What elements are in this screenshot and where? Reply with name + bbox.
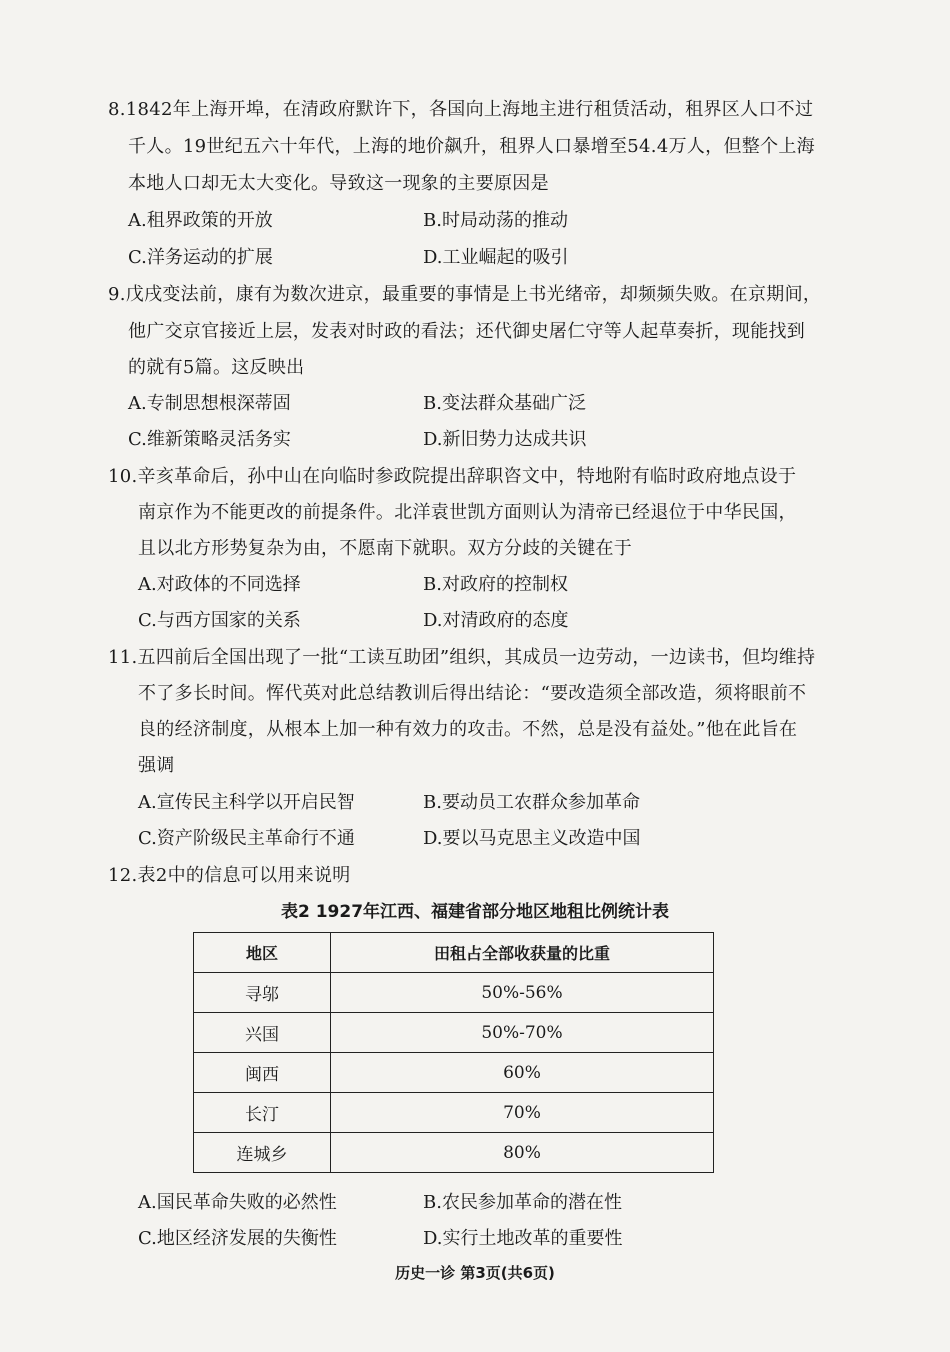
q8-option-b: B.时局动荡的推动 [423,210,568,231]
q8-option-d: D.工业崛起的吸引 [423,247,569,268]
q11-stem-line1: 11.五四前后全国出现了一批“工读互助团”组织，其成员一边劳动，一边读书，但均维持 [108,647,816,668]
rent-ratio-table [193,932,714,1173]
table-row [194,1013,714,1053]
q8-option-a: A.租界政策的开放 [128,210,273,231]
cell-ratio: 80% [331,1133,714,1173]
q10-option-c: C.与西方国家的关系 [138,610,301,631]
q11-stem-line3: 良的经济制度，从根本上加一种有效力的攻击。不然，总是没有益处。”他在此旨在 [138,719,798,740]
cell-ratio: 60% [331,1053,714,1093]
q11-option-d: D.要以马克思主义改造中国 [423,828,641,849]
cell-region: 连城乡 [194,1133,331,1173]
header-ratio: 田租占全部收获量的比重 [331,933,714,973]
cell-region: 寻邬 [194,973,331,1013]
cell-ratio: 50%-70% [331,1013,714,1053]
q8-stem-line1: 8.1842年上海开埠，在清政府默许下，各国向上海地主进行租赁活动，租界区人口不过 [108,99,814,120]
q8-stem-line2: 千人。19世纪五六十年代，上海的地价飙升，租界人口暴增至54.4万人，但整个上海 [128,136,815,157]
q11-stem-line4: 强调 [138,755,175,776]
q12-option-d: D.实行土地改革的重要性 [423,1228,623,1249]
q12-option-c: C.地区经济发展的失衡性 [138,1228,337,1249]
q9-option-a: A.专制思想根深蒂固 [128,393,291,414]
page-footer: 历史一诊 第3页(共6页) [395,1264,555,1282]
q9-option-b: B.变法群众基础广泛 [423,393,586,414]
table-header-row [194,933,714,973]
q11-stem-line2: 不了多长时间。恽代英对此总结教训后得出结论：“要改造须全部改造，须将眼前不 [138,683,807,704]
table-row [194,973,714,1013]
q10-option-d: D.对清政府的态度 [423,610,569,631]
cell-region: 闽西 [194,1053,331,1093]
header-region: 地区 [194,933,331,973]
q10-option-b: B.对政府的控制权 [423,574,568,595]
q11-option-b: B.要动员工农群众参加革命 [423,792,640,813]
q12-option-b: B.农民参加革命的潜在性 [423,1192,622,1213]
q9-option-c: C.维新策略灵活务实 [128,429,291,450]
cell-region: 兴国 [194,1013,331,1053]
q8-stem-line3: 本地人口却无太大变化。导致这一现象的主要原因是 [128,173,549,194]
table-title: 表2 1927年江西、福建省部分地区地租比例统计表 [280,902,670,922]
q9-stem-line3: 的就有5篇。这反映出 [128,357,305,378]
table-row [194,1053,714,1093]
q10-option-a: A.对政体的不同选择 [138,574,301,595]
table-row [194,1133,714,1173]
q9-stem-line2: 他广交京官接近上层，发表对时政的看法；还代御史屠仁守等人起草奏折，现能找到 [128,321,806,342]
q9-stem-line1: 9.戊戌变法前，康有为数次进京，最重要的事情是上书光绪帝，却频频失败。在京期间， [108,284,822,305]
q11-option-a: A.宣传民主科学以开启民智 [138,792,355,813]
q12-stem-line1: 12.表2中的信息可以用来说明 [108,865,351,886]
cell-region: 长汀 [194,1093,331,1133]
q11-option-c: C.资产阶级民主革命行不通 [138,828,355,849]
q10-stem-line2: 南京作为不能更改的前提条件。北洋袁世凯方面则认为清帝已经退位于中华民国， [138,502,797,523]
q8-option-c: C.洋务运动的扩展 [128,247,273,268]
cell-ratio: 70% [331,1093,714,1133]
q10-stem-line3: 且以北方形势复杂为由，不愿南下就职。双方分歧的关键在于 [138,538,633,559]
cell-ratio: 50%-56% [331,973,714,1013]
q9-option-d: D.新旧势力达成共识 [423,429,587,450]
q10-stem-line1: 10.辛亥革命后，孙中山在向临时参政院提出辞职咨文中，特地附有临时政府地点设于 [108,466,797,487]
q12-option-a: A.国民革命失败的必然性 [138,1192,337,1213]
table-row [194,1093,714,1133]
